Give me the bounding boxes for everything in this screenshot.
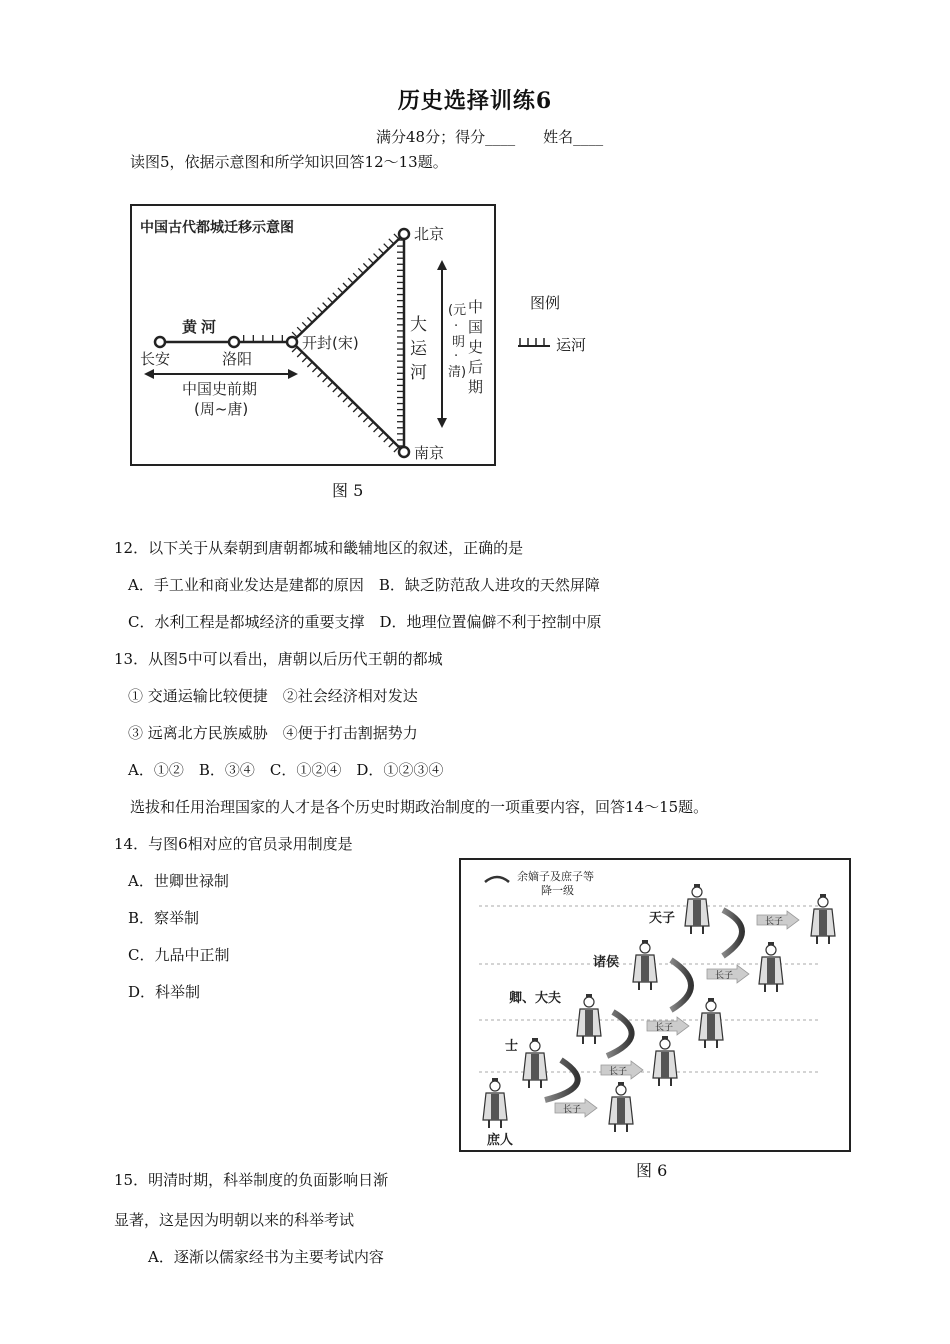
q15-stem-line2: 显著，这是因为明朝以来的科举考试 — [114, 1211, 355, 1229]
canal-tick — [302, 357, 307, 362]
canal-tick — [374, 254, 379, 259]
canal-tick — [348, 278, 353, 283]
qingdafu-figure-icon — [577, 994, 601, 1044]
map-title: 中国古代都城迁移示意图 — [140, 220, 294, 236]
q13-statements-34: ③ 远离北方民族威胁 ④便于打击割据势力 — [128, 724, 418, 742]
canal-tick — [318, 308, 323, 313]
late-dyn-5: 清) — [448, 365, 467, 380]
demotion-arc-icon — [607, 1012, 632, 1056]
arrow-down-icon — [437, 418, 447, 428]
canal-tick — [384, 244, 389, 249]
canal-tick — [379, 249, 384, 254]
canal-tick — [384, 437, 389, 442]
tianzi-figure-icon — [685, 884, 709, 934]
rank-shi: 士 — [505, 1039, 519, 1054]
eldest-label: 长子 — [765, 917, 784, 927]
early-period-label: 中国史前期 — [182, 380, 258, 398]
canal-char-2: 运 — [410, 339, 427, 359]
canal-tick — [323, 303, 328, 308]
canal-tick — [323, 377, 328, 382]
late-char-2: 国 — [468, 318, 484, 336]
shi-heir-figure-icon — [653, 1036, 677, 1086]
late-char-1: 中 — [468, 298, 484, 316]
fig6-caption: 图 6 — [636, 1161, 668, 1180]
canal-tick — [389, 442, 394, 447]
canal-tick — [328, 298, 333, 303]
q15-option-a: A．逐渐以儒家经书为主要考试内容 — [148, 1248, 384, 1266]
name-field: 姓名____ — [543, 128, 604, 146]
shuren-figure-icon — [483, 1078, 507, 1128]
q14-option-d: D．科举制 — [128, 983, 201, 1001]
rank-shuren: 庶人 — [487, 1133, 514, 1148]
arrow-right-icon — [288, 369, 298, 379]
canal-tick — [297, 327, 302, 332]
rank-tianzi: 天子 — [649, 911, 676, 926]
canal-tick — [302, 322, 307, 327]
intro-fig5: 读图5，依据示意图和所学知识回答12～13题。 — [130, 153, 448, 171]
q14-option-b: B．察举制 — [128, 909, 200, 927]
canal-tick — [363, 263, 368, 268]
q13-options: A．①② B．③④ C．①②④ D．①②③④ — [128, 761, 444, 779]
eldest-label: 长子 — [609, 1067, 628, 1077]
city-beijing-dot — [399, 229, 409, 239]
demotion-arc-icon — [545, 1060, 578, 1100]
score-line — [376, 126, 603, 147]
late-char-5: 期 — [468, 378, 484, 396]
city-nanjing-dot — [399, 447, 409, 457]
q12-options-cd: C．水利工程是都城经济的重要支撑 D．地理位置偏僻不利于控制中原 — [128, 613, 602, 631]
canal-tick — [363, 417, 368, 422]
eldest-label: 长子 — [563, 1105, 582, 1115]
eldest-label: 长子 — [715, 971, 734, 981]
canal-tick — [358, 268, 363, 273]
canal-char-3: 河 — [410, 363, 427, 383]
canal-tick — [312, 367, 317, 372]
city-beijing: 北京 — [414, 225, 445, 243]
qingdafu-heir-figure-icon — [699, 998, 723, 1048]
rank-zhuhou: 诸侯 — [593, 955, 620, 970]
canal-tick — [368, 422, 373, 427]
arrow-left-icon — [144, 369, 154, 379]
q13-stem: 13．从图5中可以看出，唐朝以后历代王朝的都城 — [114, 650, 443, 668]
city-luoyang-dot — [229, 337, 239, 347]
intro-q14-15: 选拔和任用治理国家的人才是各个历史时期政治制度的一项重要内容，回答14～15题。 — [130, 798, 709, 816]
late-dyn-1: (元 — [448, 303, 467, 318]
city-changan-dot — [155, 337, 165, 347]
canal-char-1: 大 — [410, 315, 427, 335]
canal-legend-icon — [516, 334, 556, 350]
q14-stem: 14．与图6相对应的官员录用制度是 — [114, 835, 353, 853]
q14-option-c: C．九品中正制 — [128, 946, 230, 964]
canal-tick — [318, 372, 323, 377]
page-title: 历史选择训练6 — [397, 88, 553, 114]
canal-tick — [353, 407, 358, 412]
q14-option-a: A．世卿世禄制 — [128, 872, 229, 890]
early-period-dynasties: (周~唐) — [194, 400, 249, 418]
canal-tick — [333, 387, 338, 392]
city-kaifeng-dot — [287, 337, 297, 347]
score-field: 满分48分；得分____ — [376, 128, 516, 146]
city-kaifeng: 开封(宋) — [302, 334, 359, 352]
canal-tick — [297, 352, 302, 357]
enfeoffment-hierarchy-figure — [459, 858, 851, 1152]
q13-statements-12: ① 交通运输比较便捷 ②社会经济相对发达 — [128, 687, 418, 705]
city-luoyang: 洛阳 — [222, 350, 253, 368]
canal-tick — [307, 362, 312, 367]
canal-tick — [312, 312, 317, 317]
late-dyn-4: · — [454, 349, 459, 364]
legend-title: 图例 — [530, 294, 561, 312]
shi-figure-icon — [523, 1038, 547, 1088]
canal-tick — [353, 273, 358, 278]
canal-tick — [368, 258, 373, 263]
canal-tick — [343, 397, 348, 402]
q12-options-ab: A．手工业和商业发达是建都的原因 B．缺乏防范敌人进攻的天然屏障 — [128, 576, 600, 594]
canal-tick — [343, 283, 348, 288]
demotion-arc-icon — [723, 910, 742, 956]
canal-tick — [389, 239, 394, 244]
q15-stem-line1: 15．明清时期，科举制度的负面影响日渐 — [114, 1171, 389, 1189]
fig5-caption: 图 5 — [332, 481, 364, 500]
eldest-label: 长子 — [655, 1023, 674, 1033]
arrow-up-icon — [437, 260, 447, 270]
capital-migration-map — [130, 204, 496, 466]
city-nanjing: 南京 — [414, 444, 445, 462]
canal-tick — [307, 317, 312, 322]
canal-tick — [348, 402, 353, 407]
late-char-4: 后 — [468, 358, 484, 376]
shuren-heir-figure-icon — [609, 1082, 633, 1132]
tianzi-heir-figure-icon — [811, 894, 835, 944]
fig6-legend-line2: 降一级 — [541, 884, 574, 897]
canal-tick — [374, 427, 379, 432]
canal-tick — [328, 382, 333, 387]
canal-tick — [338, 392, 343, 397]
zhuhou-figure-icon — [633, 940, 657, 990]
fig6-legend-line1: 余嫡子及庶子等 — [517, 870, 594, 883]
demotion-arrow-icon — [485, 877, 509, 882]
fig6-svg — [461, 860, 849, 1150]
map-svg — [132, 206, 494, 464]
city-changan: 长安 — [140, 350, 171, 368]
canal-tick — [338, 288, 343, 293]
late-dyn-3: 明 — [452, 335, 466, 350]
q12-stem: 12．以下关于从秦朝到唐朝都城和畿辅地区的叙述，正确的是 — [114, 539, 524, 557]
legend-label: 运河 — [556, 336, 587, 354]
late-dyn-2: · — [454, 319, 459, 334]
demotion-arc-icon — [671, 960, 691, 1010]
rank-qingdafu: 卿、大夫 — [509, 991, 562, 1006]
canal-tick — [333, 293, 338, 298]
late-char-3: 史 — [468, 338, 484, 356]
canal-tick — [379, 432, 384, 437]
yellow-river-label: 黄河 — [182, 318, 221, 336]
canal-tick — [358, 412, 363, 417]
zhuhou-heir-figure-icon — [759, 942, 783, 992]
